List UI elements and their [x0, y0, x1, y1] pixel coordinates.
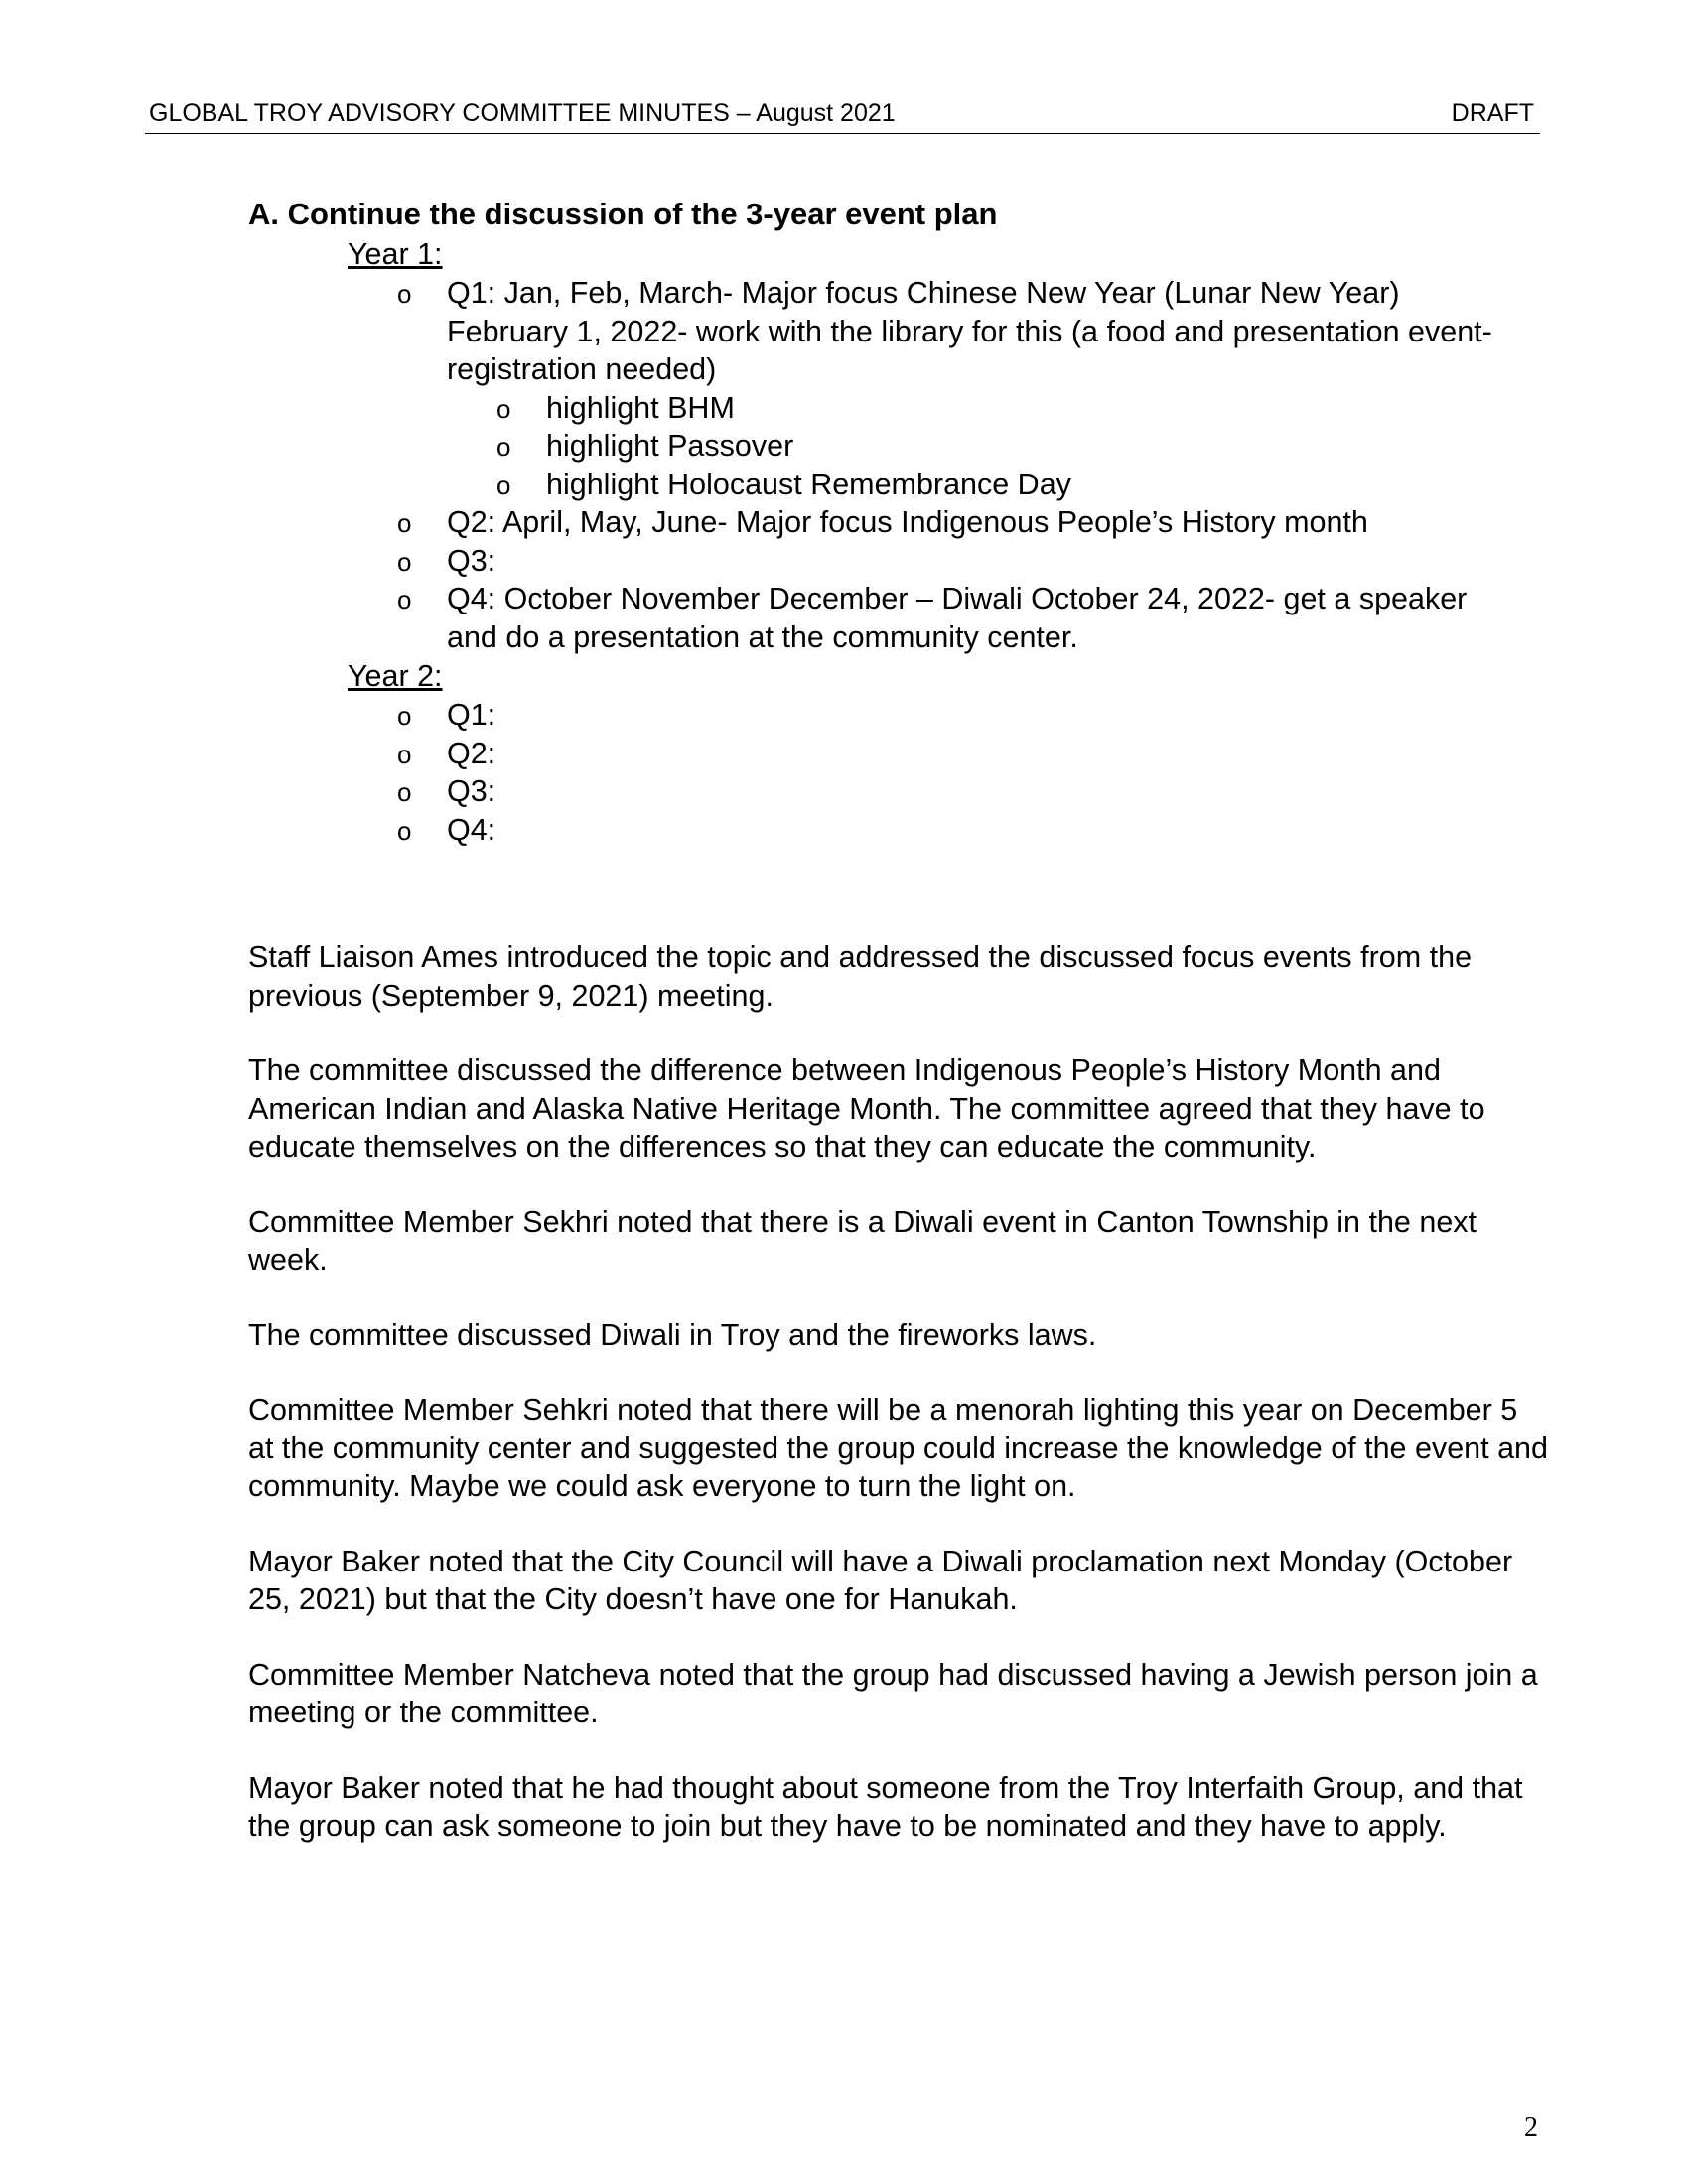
list-item: [248, 427, 1549, 466]
bullet-icon: o: [397, 777, 412, 807]
paragraph: The committee discussed Diwali in Troy and the fireworks laws.: [248, 1317, 1097, 1352]
list-item: [248, 772, 1549, 811]
paragraph: Mayor Baker noted that the City Council will have a Diwali proclamation next Monday (October 25, 2021) but that the City doesn’t have one for Hanukah.: [248, 1544, 1513, 1616]
year-2-q3: Q3:: [447, 774, 496, 808]
year-2-q2: Q2:: [447, 736, 496, 770]
year-1-q4: Q4: October November December – Diwali October 24, 2022- get a speaker and do a presentation at the community center.: [447, 582, 1468, 654]
discussion-notes: [248, 938, 1549, 1845]
header-title: GLOBAL TROY ADVISORY COMMITTEE MINUTES – August 2021: [149, 99, 896, 127]
list-item: [248, 466, 1549, 504]
q1-sub-item: highlight BHM: [546, 390, 735, 425]
year-1-q1: Q1: Jan, Feb, March- Major focus Chinese New Year (Lunar New Year) February 1, 2022- work with the library for this (a food and presentation event- registration needed): [447, 276, 1492, 386]
q1-sub-item: highlight Passover: [546, 429, 794, 463]
header-status: DRAFT: [1451, 99, 1534, 127]
page-number: 2: [1524, 2113, 1538, 2143]
year-1-q2: Q2: April, May, June- Major focus Indigenous People’s History month: [447, 505, 1368, 539]
bullet-icon: o: [397, 739, 412, 769]
list-item: [248, 580, 1549, 656]
bullet-icon: o: [397, 701, 412, 731]
bullet-icon: o: [397, 546, 412, 577]
section-title: A. Continue the discussion of the 3-year event plan: [248, 197, 998, 231]
year-1-list: [248, 274, 1549, 656]
year-2-list: [248, 696, 1549, 849]
list-item: [248, 389, 1549, 428]
bullet-icon: o: [496, 393, 511, 424]
paragraph: Committee Member Sehkri noted that there will be a menorah lighting this year on December 5 at the community center and suggested the group could increase the knowledge of the event and community. Maybe we could ask everyone to turn the light on.: [248, 1393, 1548, 1503]
year-1-q3: Q3:: [447, 543, 496, 578]
list-item: [248, 696, 1549, 735]
paragraph: Mayor Baker noted that he had thought about someone from the Troy Interfaith Group, and that the group can ask someone to join but they have to be nominated and they have to apply.: [248, 1770, 1523, 1843]
paragraph: The committee discussed the difference between Indigenous People’s History Month and American Indian and Alaska Native Heritage Month. The committee agreed that they have to educate themselves on the differences so that they can educate the community.: [248, 1053, 1485, 1163]
year-2-q1: Q1:: [447, 698, 496, 732]
year-2-q4: Q4:: [447, 812, 496, 847]
bullet-icon: o: [397, 585, 412, 614]
bullet-icon: o: [397, 815, 412, 846]
q1-sub-item: highlight Holocaust Remembrance Day: [546, 467, 1071, 501]
bullet-icon: o: [496, 470, 511, 500]
year-1-label: Year 1:: [348, 237, 443, 271]
bullet-icon: o: [397, 508, 412, 538]
year-2-label: Year 2:: [348, 659, 443, 693]
page-content: [248, 195, 1549, 1882]
bullet-icon: o: [496, 432, 511, 462]
list-item: [248, 811, 1549, 850]
page-header: [145, 97, 1540, 134]
paragraph: Committee Member Sekhri noted that there is a Diwali event in Canton Township in the next week.: [248, 1204, 1477, 1277]
bullet-icon: o: [397, 279, 412, 309]
list-item: [248, 735, 1549, 773]
paragraph: Staff Liaison Ames introduced the topic and addressed the discussed focus events from the previous (September 9, 2021) meeting.: [248, 940, 1473, 1013]
list-item: [248, 542, 1549, 581]
list-item: [248, 274, 1549, 389]
paragraph: Committee Member Natcheva noted that the group had discussed having a Jewish person join a meeting or the committee.: [248, 1657, 1538, 1729]
list-item: [248, 503, 1549, 542]
